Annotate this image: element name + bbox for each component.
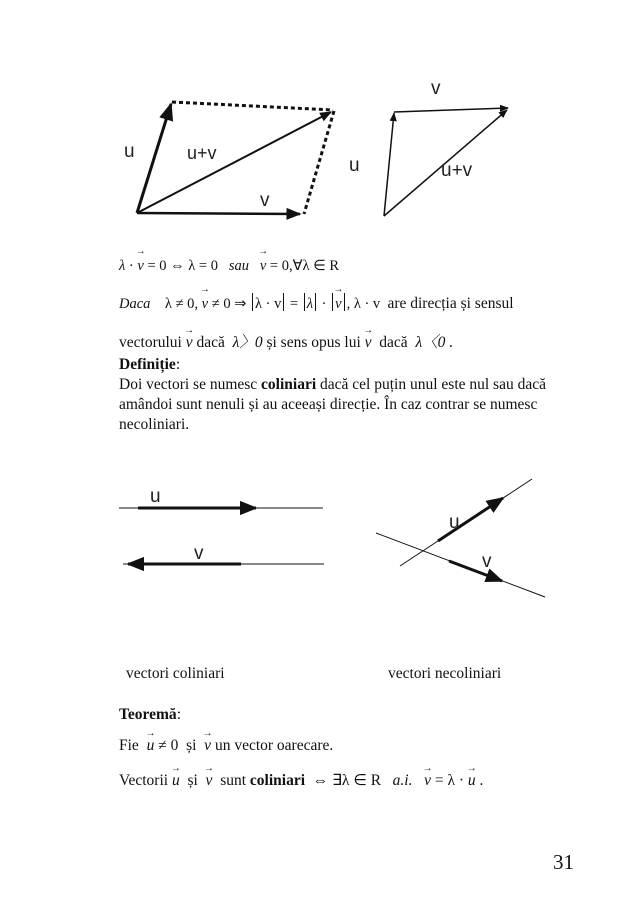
theorem-title: Teoremă: [119, 706, 181, 723]
noncollinear-caption: vectori necoliniari [388, 665, 502, 682]
dashed-edge-right [304, 111, 334, 214]
definition-text: Doi vectori se numesc coliniari dacă cel puțin unul este nul sau dacă amândoi sunt nenuli și au aceeași direcție. În caz contrar se numesc necoliniari. [119, 376, 546, 433]
noncollinear-vector-v [449, 561, 502, 581]
label-v: v [260, 190, 270, 211]
page-number: 31 [553, 850, 574, 874]
math-line-2: Daca λ ≠ 0, → v ≠ 0 ⇒ λ · v = λ · → v , λ · v are direcția și sensul [119, 293, 514, 313]
theorem-line-2: Vectorii → u și → v sunt coliniari ⇔ ∃λ ∈ R a.i. → v = λ · → u . [119, 771, 483, 791]
vector-v-symbol: → v [260, 258, 266, 275]
math-line-1: λ · → v = 0 ⇔ λ = 0 sau → v = 0,∀λ ∈ R [119, 258, 339, 275]
triangle-label-u: u [349, 155, 360, 176]
triangle-label-v: v [431, 78, 441, 99]
collinear-label-v: v [194, 543, 204, 564]
triangle-vector-v [394, 108, 508, 112]
label-u: u [124, 141, 135, 162]
triangle-vector-u [384, 113, 394, 216]
definition-block [119, 355, 589, 435]
collinear-label-u: u [150, 486, 161, 507]
noncollinear-vector-u [438, 498, 503, 541]
definition-title: Definiție: [119, 356, 181, 373]
dashed-edge-top [172, 102, 333, 110]
math-line-3: vectorului → v dacă λ〉0 și sens opus lui → v dacă λ〈0 . [119, 333, 453, 353]
vector-u-arrow [137, 104, 171, 213]
vector-v-symbol: → v [202, 296, 208, 313]
triangle-label-sum: u+v [441, 160, 473, 181]
vector-v-arrow [137, 213, 300, 214]
noncollinear-label-u: u [449, 512, 460, 533]
label-u-plus-v: u+v [187, 143, 217, 163]
vector-sum-arrow [137, 112, 331, 213]
vector-v-symbol: → v [137, 258, 143, 275]
noncollinear-label-v: v [482, 551, 492, 572]
collinear-caption: vectori coliniari [126, 665, 225, 682]
theorem-line-1: Fie → u ≠ 0 și → v un vector oarecare. [119, 736, 333, 756]
